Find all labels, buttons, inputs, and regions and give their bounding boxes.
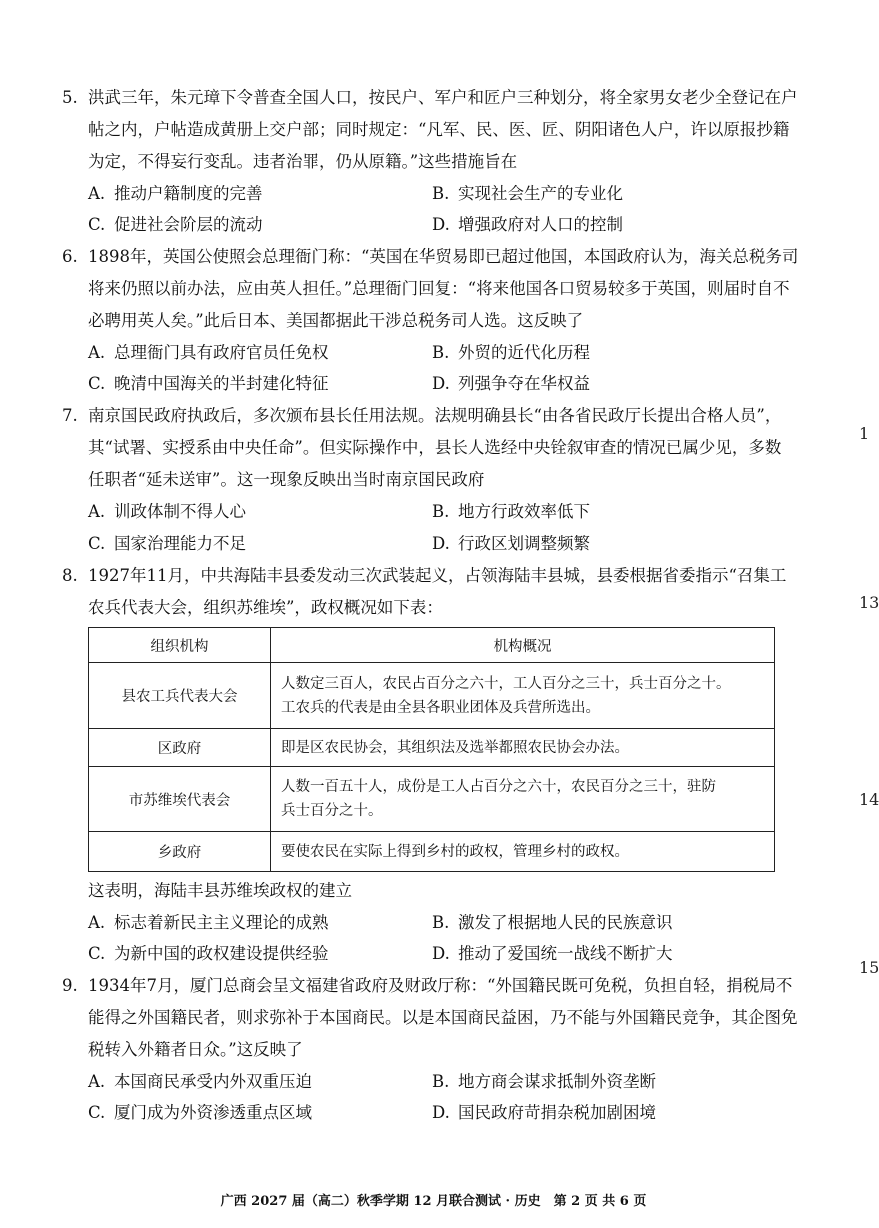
soviet-government-table <box>88 627 775 872</box>
question-9-option-b[interactable]: B. 地方商会谋求抵制外资垄断 <box>432 1072 656 1091</box>
margin-number: 1 <box>859 424 870 443</box>
question-6-line-1: 1898年，英国公使照会总理衙门称：“英国在华贸易即已超过他国，本国政府认为，海关总税务司 <box>88 247 799 266</box>
question-7-option-c[interactable]: C. 国家治理能力不足 <box>88 534 246 553</box>
table-cell-desc: 人数一百五十人，成份是工人占百分之六十，农民百分之三十，驻防 兵士百分之十。 <box>271 767 775 832</box>
question-6-line-2: 将来仍照以前办法，应由英人担任。”总理衙门回复：“将来他国各口贸易较多于英国，则届时自不 <box>88 279 790 298</box>
question-6-option-d[interactable]: D. 列强争夺在华权益 <box>432 374 590 393</box>
table-cell-desc: 要使农民在实际上得到乡村的政权，管理乡村的政权。 <box>271 832 775 872</box>
question-6-line-3: 必聘用英人矣。”此后日本、美国都据此干涉总税务司人选。这反映了 <box>88 311 584 330</box>
question-8-line-1: 1927年11月，中共海陆丰县委发动三次武装起义，占领海陆丰县城，县委根据省委指示“召集工 <box>88 566 787 585</box>
question-6-option-a[interactable]: A. 总理衙门具有政府官员任免权 <box>88 343 329 362</box>
question-7-line-3: 任职者“延未送审”。这一现象反映出当时南京国民政府 <box>88 470 485 489</box>
question-9-line-3: 税转入外籍者日众。”这反映了 <box>88 1040 303 1059</box>
question-8-line-2: 农兵代表大会，组织苏维埃”，政权概况如下表： <box>88 598 443 617</box>
table-header-desc: 机构概况 <box>271 628 775 663</box>
question-9-option-c[interactable]: C. 厦门成为外资渗透重点区域 <box>88 1103 312 1122</box>
question-6-option-b[interactable]: B. 外贸的近代化历程 <box>432 343 590 362</box>
question-8-number: 8. <box>62 566 78 585</box>
question-7-number: 7. <box>62 406 78 425</box>
question-9-line-2: 能得之外国籍民者，则求弥补于本国商民。以是本国商民益困，乃不能与外国籍民竞争，其企图免 <box>88 1008 798 1027</box>
question-6-number: 6. <box>62 247 78 266</box>
question-9-option-d[interactable]: D. 国民政府苛捐杂税加剧困境 <box>432 1103 656 1122</box>
question-5-line-1: 洪武三年，朱元璋下令普查全国人口，按民户、军户和匠户三种划分，将全家男女老少全登记在户 <box>88 88 798 107</box>
question-8-option-d[interactable]: D. 推动了爱国统一战线不断扩大 <box>432 944 673 963</box>
margin-number: 15 <box>859 958 879 977</box>
table-header-row <box>89 628 775 663</box>
question-5-option-a[interactable]: A. 推动户籍制度的完善 <box>88 184 263 203</box>
margin-number: 13 <box>859 593 879 612</box>
table-cell-desc: 人数定三百人，农民占百分之六十，工人百分之三十，兵士百分之十。 工农兵的代表是由全县各职业团体及兵营所选出。 <box>271 663 775 729</box>
question-6-option-c[interactable]: C. 晚清中国海关的半封建化特征 <box>88 374 329 393</box>
table-cell-org: 乡政府 <box>89 832 271 872</box>
question-5-number: 5. <box>62 88 78 107</box>
question-5-option-d[interactable]: D. 增强政府对人口的控制 <box>432 215 623 234</box>
table-cell-org: 市苏维埃代表会 <box>89 767 271 832</box>
question-7-line-1: 南京国民政府执政后，多次颁布县长任用法规。法规明确县长“由各省民政厅长提出合格人员”， <box>88 406 782 425</box>
table-cell-org: 县农工兵代表大会 <box>89 663 271 729</box>
table-row <box>89 832 775 872</box>
question-9-number: 9. <box>62 976 78 995</box>
table-cell-desc: 即是区农民协会，其组织法及选举都照农民协会办法。 <box>271 729 775 767</box>
table-row <box>89 663 775 729</box>
question-7-option-b[interactable]: B. 地方行政效率低下 <box>432 502 590 521</box>
question-9-option-a[interactable]: A. 本国商民承受内外双重压迫 <box>88 1072 312 1091</box>
question-8-after-table: 这表明，海陆丰县苏维埃政权的建立 <box>88 881 352 900</box>
question-8-option-c[interactable]: C. 为新中国的政权建设提供经验 <box>88 944 329 963</box>
question-9-line-1: 1934年7月，厦门总商会呈文福建省政府及财政厅称：“外国籍民既可免税，负担自轻，捐税局不 <box>88 976 793 995</box>
question-7-line-2: 其“试署、实授系由中央任命”。但实际操作中，县长人选经中央铨叙审查的情况已属少见，多数 <box>88 438 782 457</box>
margin-number: 14 <box>859 790 879 809</box>
question-8-option-a[interactable]: A. 标志着新民主主义理论的成熟 <box>88 913 329 932</box>
question-5-option-b[interactable]: B. 实现社会生产的专业化 <box>432 184 623 203</box>
question-5-line-2: 帖之内，户帖造成黄册上交户部；同时规定：“凡军、民、医、匠、阴阳诸色人户，许以原报抄籍 <box>88 120 790 139</box>
table-cell-org: 区政府 <box>89 729 271 767</box>
question-8-option-b[interactable]: B. 激发了根据地人民的民族意识 <box>432 913 673 932</box>
question-7-option-d[interactable]: D. 行政区划调整频繁 <box>432 534 590 553</box>
page-footer: 广西 2027 届（高二）秋季学期 12 月联合测试 · 历史 第 2 页 共 6 页 <box>220 1194 647 1209</box>
table-header-org: 组织机构 <box>89 628 271 663</box>
table-row <box>89 729 775 767</box>
question-7-option-a[interactable]: A. 训政体制不得人心 <box>88 502 246 521</box>
question-5-line-3: 为定，不得妄行变乱。违者治罪，仍从原籍。”这些措施旨在 <box>88 152 518 171</box>
table-row <box>89 767 775 832</box>
question-5-option-c[interactable]: C. 促进社会阶层的流动 <box>88 215 263 234</box>
